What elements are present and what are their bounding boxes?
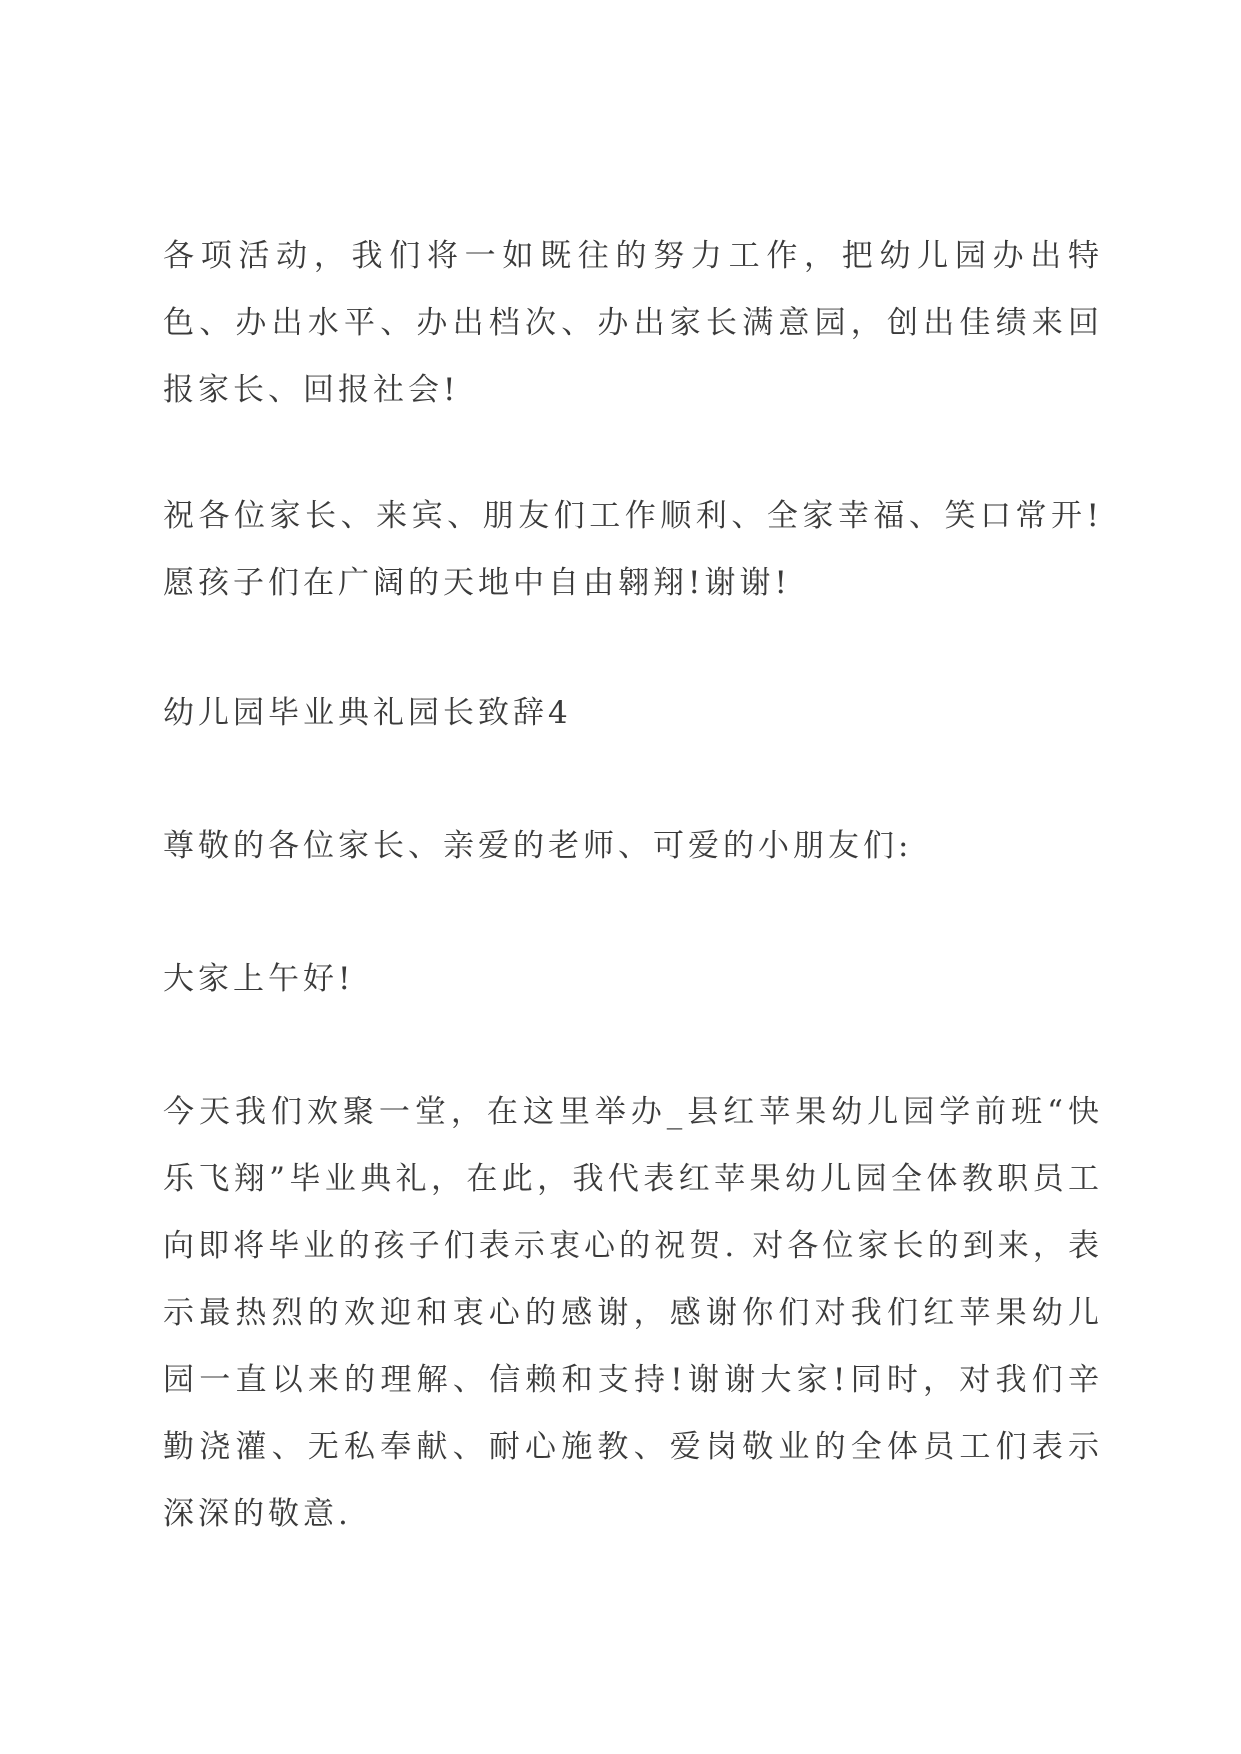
paragraph-closing-commitment: 各项活动，我们将一如既往的努力工作，把幼儿园办出特色、办出水平、办出档次、办出家长满意园，创出佳绩来回报家长、回报社会! (163, 238, 1103, 408)
paragraph-wishes: 祝各位家长、来宾、朋友们工作顺利、全家幸福、笑口常开!愿孩子们在广阔的天地中自由翱翔!谢谢! (163, 498, 1103, 601)
section-heading: 幼儿园毕业典礼园长致辞4 (163, 695, 572, 731)
salutation: 尊敬的各位家长、亲爱的老师、可爱的小朋友们: (163, 828, 913, 864)
greeting: 大家上午好! (163, 961, 355, 997)
paragraph-opening-speech: 今天我们欢聚一堂，在这里举办_县红苹果幼儿园学前班“快乐飞翔”毕业典礼，在此，我代表红苹果幼儿园全体教职员工向即将毕业的孩子们表示衷心的祝贺. 对各位家长的到来，表示最热烈的欢迎和衷心的感谢，感谢你们对我们红苹果幼儿园一直以来的理解、信赖和支持!谢谢大家!同时，对我们辛勤浇灌、无私奉献、耐心施教、爱岗敬业的全体员工们表示深深的敬意. (163, 1094, 1103, 1532)
